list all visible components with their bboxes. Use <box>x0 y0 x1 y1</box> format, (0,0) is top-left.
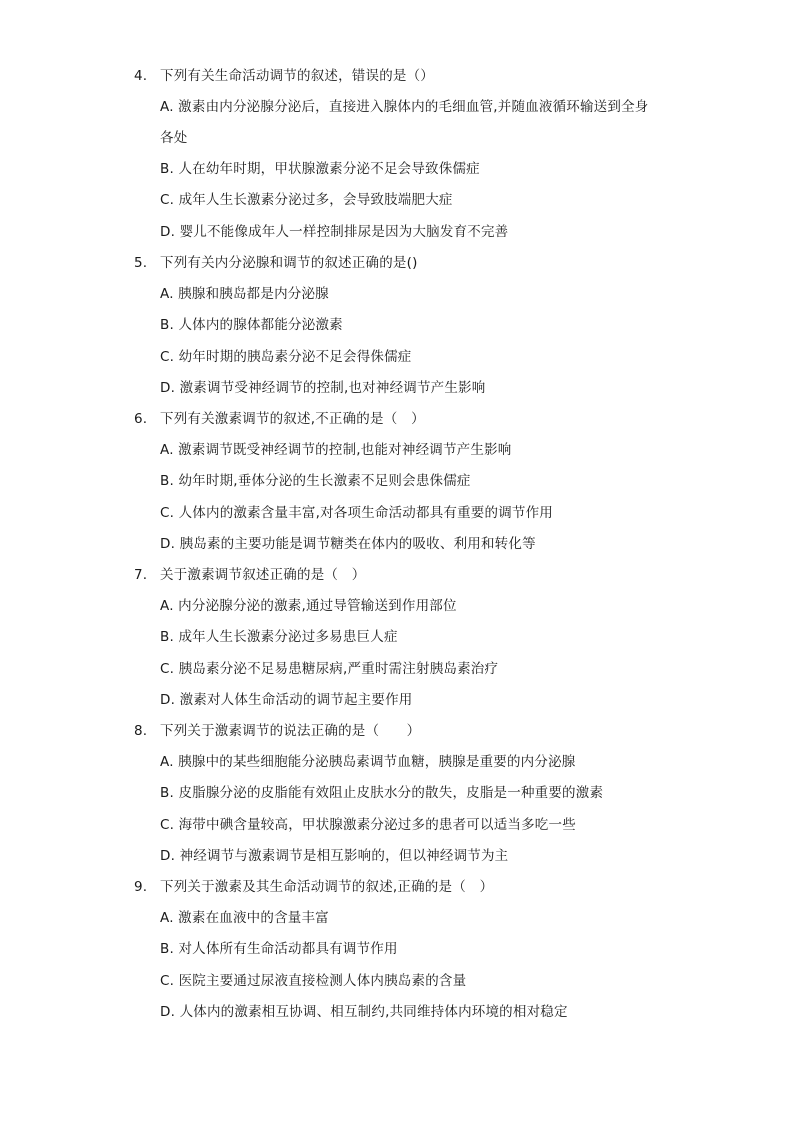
option-d: D. 神经调节与激素调节是相互影响的，但以神经调节为主 <box>160 848 509 864</box>
option-c: C. 医院主要通过尿液直接检测人体内胰岛素的含量 <box>160 973 467 989</box>
option-c: C. 幼年时期的胰岛素分泌不足会得侏儒症 <box>160 349 412 365</box>
option-d: D. 婴儿不能像成年人一样控制排尿是因为大脑发育不完善 <box>160 224 509 240</box>
option-b: B. 人体内的腺体都能分泌激素 <box>160 317 343 333</box>
question-stem: 关于激素调节叙述正确的是（ ） <box>160 567 366 583</box>
option-c: C. 人体内的激素含量丰富,对各项生命活动都具有重要的调节作用 <box>160 505 553 521</box>
question-stem: 下列关于激素及其生命活动调节的叙述,正确的是（ ） <box>160 879 494 895</box>
question-number: 8. <box>134 723 148 739</box>
option-b: B. 幼年时期,垂体分泌的生长激素不足则会患侏儒症 <box>160 473 471 489</box>
option-a: A. 胰腺中的某些细胞能分泌胰岛素调节血糖，胰腺是重要的内分泌腺 <box>160 754 576 770</box>
option-d: D. 胰岛素的主要功能是调节糖类在体内的吸收、利用和转化等 <box>160 536 536 552</box>
option-d: D. 激素对人体生命活动的调节起主要作用 <box>160 692 413 708</box>
option-c: C. 海带中碘含量较高，甲状腺激素分泌过多的患者可以适当多吃一些 <box>160 817 576 833</box>
option-a: A. 胰腺和胰岛都是内分泌腺 <box>160 286 329 302</box>
option-d: D. 人体内的激素相互协调、相互制约,共同维持体内环境的相对稳定 <box>160 1004 568 1020</box>
question-stem: 下列有关内分泌腺和调节的叙述正确的是() <box>160 255 418 271</box>
option-b: B. 皮脂腺分泌的皮脂能有效阻止皮肤水分的散失，皮脂是一种重要的激素 <box>160 785 604 801</box>
question-number: 6. <box>134 411 148 427</box>
option-b: B. 人在幼年时期，甲状腺激素分泌不足会导致侏儒症 <box>160 161 480 177</box>
option-d: D. 激素调节受神经调节的控制,也对神经调节产生影响 <box>160 380 486 396</box>
option-a: A. 激素在血液中的含量丰富 <box>160 910 329 926</box>
option-c: C. 成年人生长激素分泌过多，会导致肢端肥大症 <box>160 192 453 208</box>
question-stem: 下列有关生命活动调节的叙述，错误的是（） <box>160 68 434 84</box>
question-number: 4. <box>134 68 148 84</box>
question-number: 5. <box>134 255 148 271</box>
option-a: A. 激素调节既受神经调节的控制,也能对神经调节产生影响 <box>160 442 512 458</box>
question-number: 7. <box>134 567 148 583</box>
option-b: B. 对人体所有生命活动都具有调节作用 <box>160 941 398 957</box>
question-stem: 下列关于激素调节的说法正确的是（ ） <box>160 723 421 739</box>
option-a: A. 内分泌腺分泌的激素,通过导管输送到作用部位 <box>160 598 457 614</box>
option-b: B. 成年人生长激素分泌过多易患巨人症 <box>160 629 398 645</box>
option-a-continued: 各处 <box>160 130 188 146</box>
option-c: C. 胰岛素分泌不足易患糖尿病,严重时需注射胰岛素治疗 <box>160 661 499 677</box>
option-a: A. 激素由内分泌腺分泌后，直接进入腺体内的毛细血管,并随血液循环输送到全身 <box>160 99 649 115</box>
question-number: 9. <box>134 879 148 895</box>
question-stem: 下列有关激素调节的叙述,不正确的是（ ） <box>160 411 425 427</box>
